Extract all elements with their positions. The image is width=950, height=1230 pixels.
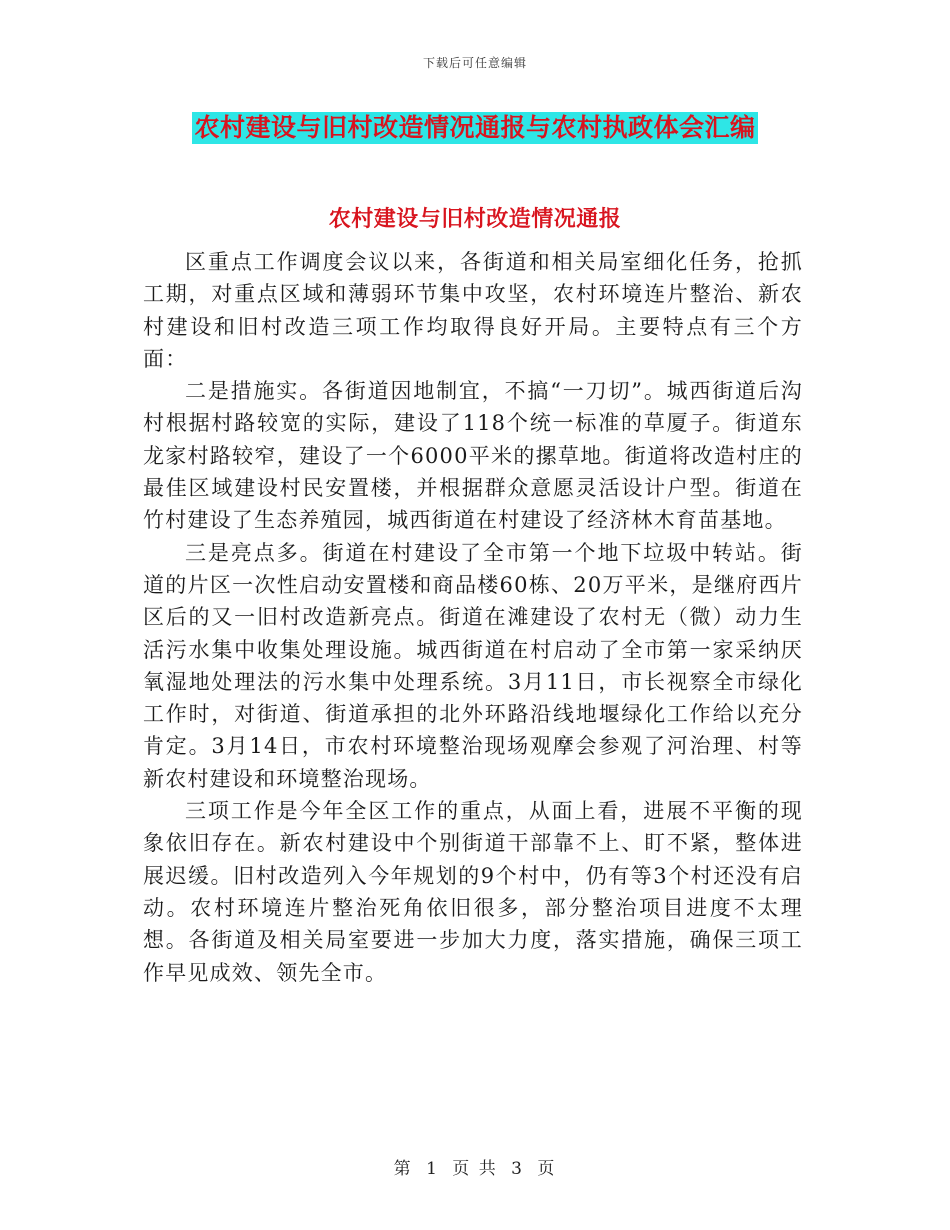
document-title-text: 农村建设与旧村改造情况通报与农村执政体会汇编 [194,113,756,142]
page-suffix: 页 [537,1159,557,1179]
page-prefix: 第 [393,1159,413,1179]
page-footer [0,1154,950,1179]
page-number: 1 [426,1159,439,1179]
paragraph: 三项工作是今年全区工作的重点，从面上看，进展不平衡的现象依旧存在。新农村建设中个别街道干部靠不上、盯不紧，整体进展迟缓。旧村改造列入今年规划的9个村中，仍有等3个村还没有启动。农村环境连片整治死角依旧很多，部分整治项目进度不太理想。各街道及相关局室要进一步加大力度，落实措施，确保三项工作早见成效、领先全市。 [143,799,803,985]
paragraph: 二是措施实。各街道因地制宜，不搞“一刀切”。城西街道后沟村根据村路较宽的实际，建设了118个统一标准的草厦子。街道东龙家村路较窄，建设了一个6000平米的摞草地。街道将改造村庄的最佳区域建设村民安置楼，并根据群众意愿灵活设计户型。街道在竹村建设了生态养殖园，城西街道在村建设了经济林木育苗基地。 [143,379,803,533]
page-total: 3 [511,1159,524,1179]
document-title [0,112,950,144]
document-body [143,246,803,989]
header-note: 下载后可任意编辑 [422,56,527,70]
section-title: 农村建设与旧村改造情况通报 [328,206,622,232]
page-mid: 页 共 [452,1159,498,1179]
paragraph: 区重点工作调度会议以来，各街道和相关局室细化任务，抢抓工期，对重点区域和薄弱环节集中攻坚，农村环境连片整治、新农村建设和旧村改造三项工作均取得良好开局。主要特点有三个方面： [143,250,803,371]
paragraph: 三是亮点多。街道在村建设了全市第一个地下垃圾中转站。街道的片区一次性启动安置楼和商品楼60栋、20万平米，是继府西片区后的又一旧村改造新亮点。街道在滩建设了农村无（微）动力生活污水集中收集处理设施。城西街道在村启动了全市第一家采纳厌氧湿地处理法的污水集中处理系统。3月11日，市长视察全市绿化工作时，对街道、街道承担的北外环路沿线地堰绿化工作给以充分肯定。3月14日，市农村环境整治现场观摩会参观了河治理、村等新农村建设和环境整治现场。 [143,540,803,791]
